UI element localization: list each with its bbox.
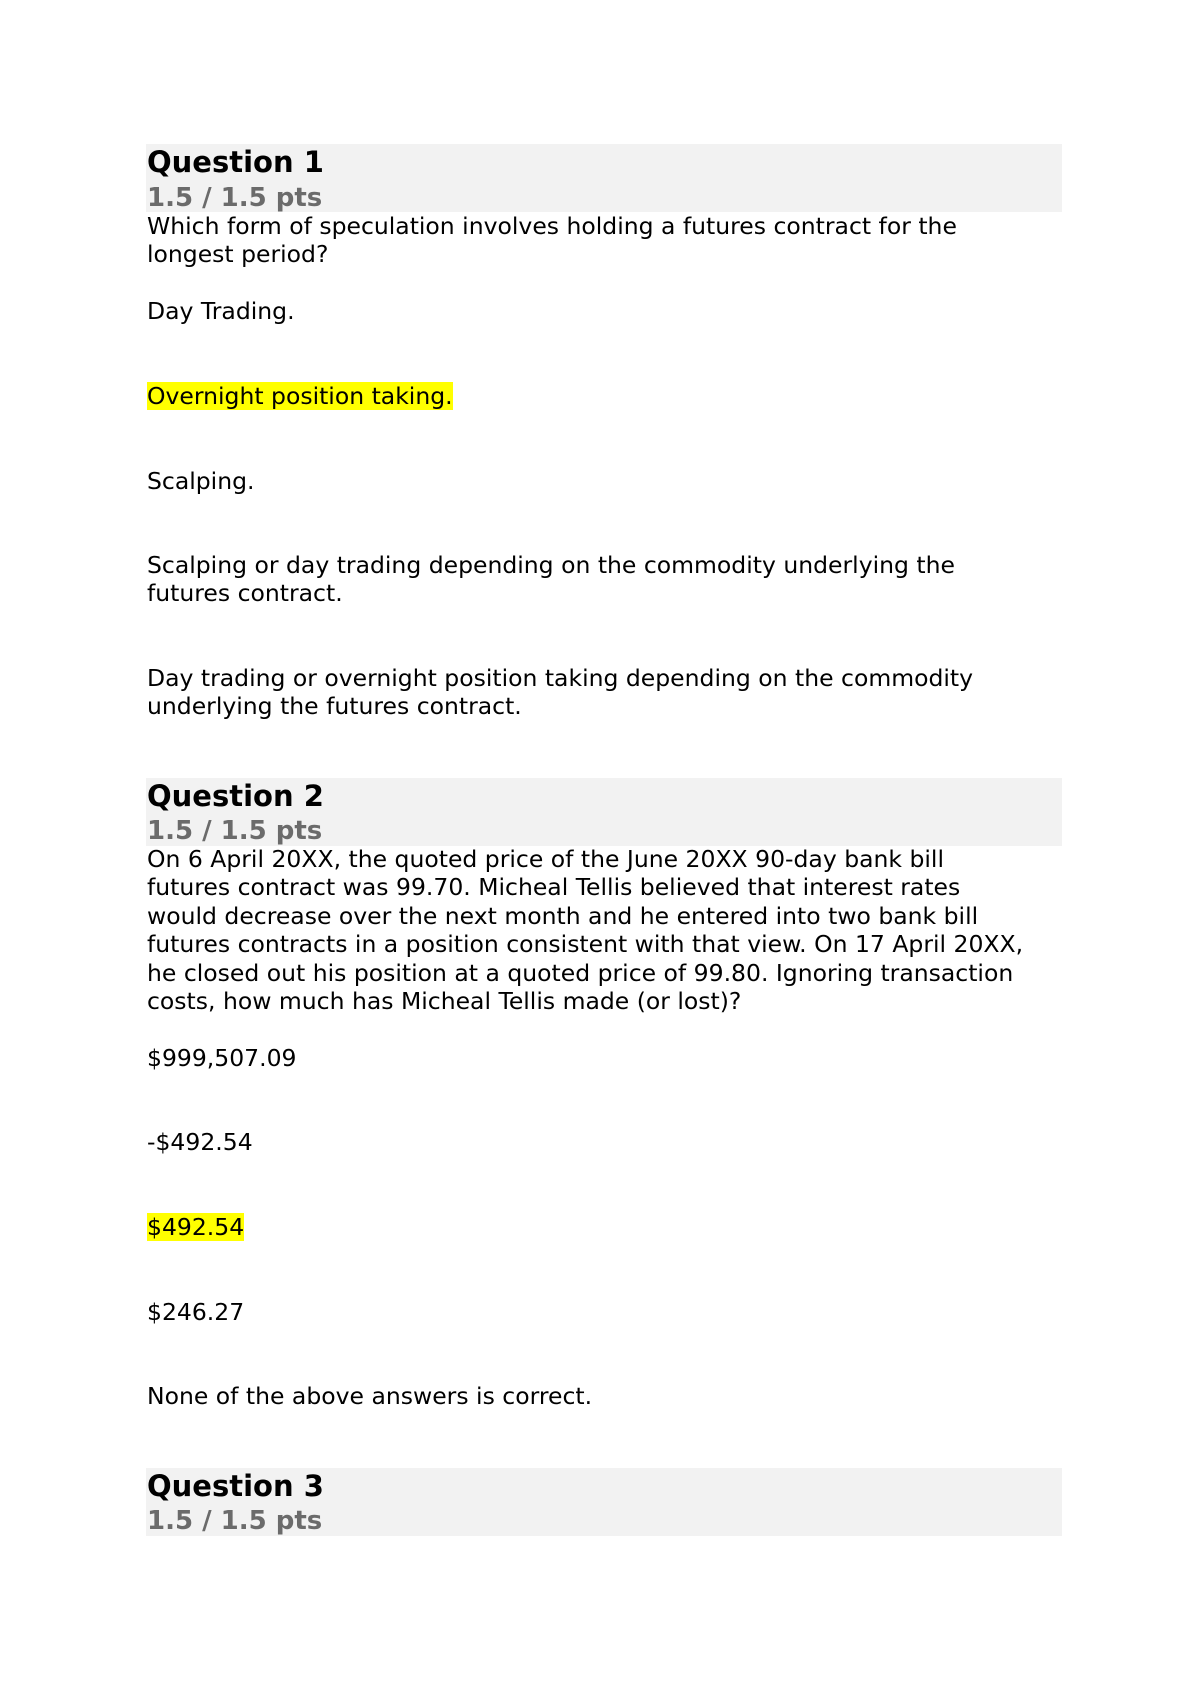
question-1-points: 1.5 / 1.5 pts xyxy=(147,183,323,213)
answer-text: None of the above answers is correct. xyxy=(147,1382,593,1410)
question-2-answer-5 xyxy=(147,1382,1057,1410)
answer-text: Day trading or overnight position taking depending on the commodity xyxy=(147,664,974,692)
question-2-text-line: futures contracts in a position consistent with that view. On 17 April 20XX, xyxy=(147,930,1024,959)
answer-text: $246.27 xyxy=(147,1298,245,1326)
question-2-answer-1 xyxy=(147,1044,1057,1072)
answer-text: Scalping or day trading depending on the commodity underlying the xyxy=(147,551,955,579)
question-2-title: Question 2 xyxy=(147,779,324,813)
answer-highlight: $492.54 xyxy=(147,1213,245,1241)
answer-text: $999,507.09 xyxy=(147,1044,297,1072)
question-2-text-line: he closed out his position at a quoted price of 99.80. Ignoring transaction xyxy=(147,958,1014,987)
question-2-points: 1.5 / 1.5 pts xyxy=(147,816,323,846)
question-2-text-line: futures contract was 99.70. Micheal Tellis believed that interest rates xyxy=(147,873,961,902)
question-2-answer-3-selected xyxy=(147,1213,1057,1241)
question-1-answer-1 xyxy=(147,297,1057,325)
question-1-text xyxy=(147,212,1057,269)
question-2-text-line: On 6 April 20XX, the quoted price of the June 20XX 90-day bank bill xyxy=(147,845,944,873)
question-2-answer-2 xyxy=(147,1128,1057,1156)
question-1-answer-2-selected xyxy=(147,382,1057,410)
question-1-answer-5 xyxy=(147,664,1057,721)
answer-text: underlying the futures contract. xyxy=(147,692,522,721)
question-1-title: Question 1 xyxy=(147,145,324,179)
question-2-text-line: costs, how much has Micheal Tellis made (or lost)? xyxy=(147,987,742,1016)
question-3-points: 1.5 / 1.5 pts xyxy=(147,1506,323,1536)
question-1-answer-4 xyxy=(147,551,1057,608)
answer-text: futures contract. xyxy=(147,579,343,608)
question-1-text-line: Which form of speculation involves holding a futures contract for the xyxy=(147,212,957,240)
question-1-answer-3 xyxy=(147,467,1057,495)
question-1-text-line: longest period? xyxy=(147,240,329,269)
answer-text: Day Trading. xyxy=(147,297,295,325)
answer-highlight: Overnight position taking. xyxy=(147,382,453,410)
question-3-title: Question 3 xyxy=(147,1469,324,1503)
question-2-text-line: would decrease over the next month and he entered into two bank bill xyxy=(147,901,979,930)
question-2-answer-4 xyxy=(147,1298,1057,1326)
question-2-text xyxy=(147,845,1057,1015)
answer-text: -$492.54 xyxy=(147,1128,253,1156)
answer-text: Scalping. xyxy=(147,467,255,495)
